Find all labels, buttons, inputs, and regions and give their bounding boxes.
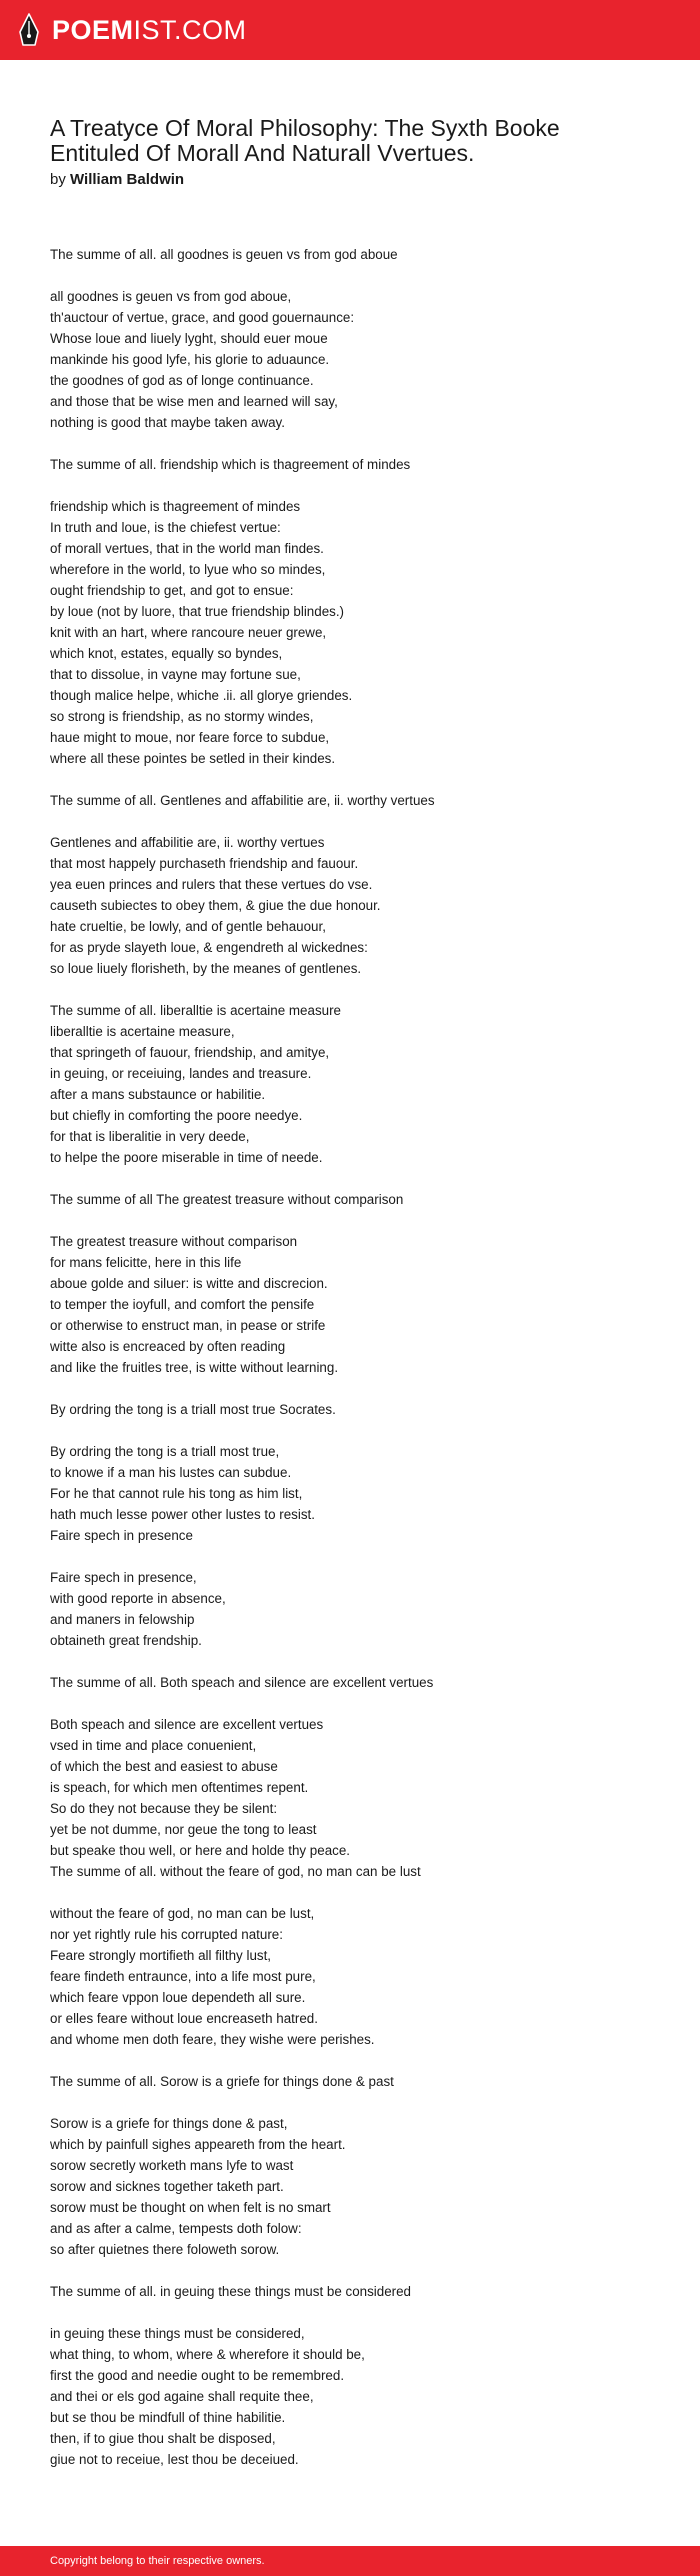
poem-line: that springeth of fauour, friendship, and amitye,: [50, 1045, 330, 1060]
poem-line: feare findeth entraunce, into a life most pure,: [50, 1969, 316, 1984]
stanza-gap: [50, 2092, 650, 2113]
poem-line: and thei or els god againe shall requite thee,: [50, 2389, 314, 2404]
poem-line: aboue golde and siluer: is witte and discrecion.: [50, 1276, 328, 1291]
stanza-gap: [50, 1693, 650, 1714]
poem-line: friendship which is thagreement of mindes: [50, 499, 301, 514]
poem-line: ought friendship to get, and got to ensue:: [50, 583, 294, 598]
poem-line: for mans felicitte, here in this life: [50, 1255, 242, 1270]
poem-line: sorow must be thought on when felt is no smart: [50, 2200, 331, 2215]
poem-line: giue not to receiue, lest thou be deceiued.: [50, 2452, 299, 2467]
poem-line: wherefore in the world, to lyue who so mindes,: [50, 562, 326, 577]
poem-line: where all these pointes be setled in their kindes.: [50, 751, 336, 766]
poem-line: The summe of all. liberalltie is acertaine measure: [50, 1003, 341, 1018]
site-footer: [0, 2546, 700, 2576]
author-name[interactable]: William Baldwin: [70, 171, 185, 188]
poem-line: the goodnes of god as of longe continuance.: [50, 373, 314, 388]
poem-line: haue might to moue, nor feare force to subdue,: [50, 730, 330, 745]
poem-line: Faire spech in presence: [50, 1528, 193, 1543]
poem-line: and whome men doth feare, they wishe were perishes.: [50, 2032, 375, 2047]
poem-line: yea euen princes and rulers that these vertues do vse.: [50, 877, 373, 892]
poem-line: nothing is good that maybe taken away.: [50, 415, 285, 430]
poem-line: by loue (not by luore, that true friendship blindes.): [50, 604, 345, 619]
poem-line: what thing, to whom, where & wherefore it should be,: [50, 2347, 365, 2362]
copyright-notice: Copyright belong to their respective owners.: [50, 2555, 265, 2567]
poem-line: knit with an hart, where rancoure neuer grewe,: [50, 625, 327, 640]
poem-line: sorow and sicknes together taketh part.: [50, 2179, 284, 2194]
poem-line: Sorow is a griefe for things done & past,: [50, 2116, 288, 2131]
poem-line: The greatest treasure without comparison: [50, 1234, 298, 1249]
poem-line: In truth and loue, is the chiefest vertue:: [50, 520, 281, 535]
stanza-gap: [50, 1168, 650, 1189]
logo-text: [52, 13, 247, 47]
poem-line: that most happely purchaseth friendship and fauour.: [50, 856, 359, 871]
poem-line: then, if to giue thou shalt be disposed,: [50, 2431, 276, 2446]
poem-line: The summe of all. friendship which is thagreement of mindes: [50, 457, 411, 472]
poem-line: vsed in time and place conuenient,: [50, 1738, 257, 1753]
poem-line: but se thou be mindfull of thine habilitie.: [50, 2410, 286, 2425]
poem-line: or elles feare without loue encreaseth hatred.: [50, 2011, 318, 2026]
poem-line: th'auctour of vertue, grace, and good gouernaunce:: [50, 310, 355, 325]
poem-line: which by painfull sighes appeareth from the heart.: [50, 2137, 346, 2152]
poem-line: to knowe if a man his lustes can subdue.: [50, 1465, 292, 1480]
poem-line: which feare vppon loue dependeth all sure.: [50, 1990, 306, 2005]
logo-text-light: IST.COM: [133, 15, 247, 45]
poem-line: of morall vertues, that in the world man findes.: [50, 541, 324, 556]
poem-line: in geuing, or receiuing, landes and treasure.: [50, 1066, 312, 1081]
poem-line: mankinde his good lyfe, his glorie to aduaunce.: [50, 352, 330, 367]
poem-line: that to dissolue, in vayne may fortune sue,: [50, 667, 301, 682]
stanza-gap: [50, 769, 650, 790]
poem-line: for that is liberalitie in very deede,: [50, 1129, 250, 1144]
poem-line: The summe of all. Both speach and silence are excellent vertues: [50, 1675, 434, 1690]
site-header: [0, 0, 700, 60]
poem-line: For he that cannot rule his tong as him list,: [50, 1486, 303, 1501]
poem-line: for as pryde slayeth loue, & engendreth al wickednes:: [50, 940, 368, 955]
poem-line: of which the best and easiest to abuse: [50, 1759, 278, 1774]
poem-line: By ordring the tong is a triall most true Socrates.: [50, 1402, 336, 1417]
poem-line: after a mans substaunce or habilitie.: [50, 1087, 266, 1102]
poem-line: The summe of all. all goodnes is geuen vs from god aboue: [50, 247, 398, 262]
poem-line: The summe of all The greatest treasure without comparison: [50, 1192, 404, 1207]
poem-line: hate crueltie, be lowly, and of gentle behauour,: [50, 919, 326, 934]
poem-line: Feare strongly mortifieth all filthy lust,: [50, 1948, 272, 1963]
byline: [50, 170, 650, 190]
poem-line: is speach, for which men oftentimes repent.: [50, 1780, 309, 1795]
poem-line: The summe of all. Sorow is a griefe for things done & past: [50, 2074, 394, 2089]
poem-line: nor yet rightly rule his corrupted nature:: [50, 1927, 283, 1942]
poem-line: Whose loue and liuely lyght, should euer moue: [50, 331, 328, 346]
poem-line: causeth subiectes to obey them, & giue the due honour.: [50, 898, 381, 913]
poem-line: obtaineth great frendship.: [50, 1633, 202, 1648]
poem-line: without the feare of god, no man can be lust,: [50, 1906, 315, 1921]
poem-line: first the good and needie ought to be remembred.: [50, 2368, 345, 2383]
poem-line: and maners in felowship: [50, 1612, 195, 1627]
stanza-gap: [50, 2302, 650, 2323]
stanza-gap: [50, 811, 650, 832]
poem-line: or otherwise to enstruct man, in pease or strife: [50, 1318, 326, 1333]
poem-line: to temper the ioyfull, and comfort the pensife: [50, 1297, 315, 1312]
stanza-gap: [50, 475, 650, 496]
poem-line: Faire spech in presence,: [50, 1570, 197, 1585]
poem-line: sorow secretly worketh mans lyfe to wast: [50, 2158, 294, 2173]
site-logo[interactable]: [18, 13, 247, 47]
stanza-gap: [50, 1378, 650, 1399]
poem-line: and as after a calme, tempests doth folow:: [50, 2221, 302, 2236]
poem-line: and those that be wise men and learned will say,: [50, 394, 338, 409]
poem-line: The summe of all. without the feare of god, no man can be lust: [50, 1864, 421, 1879]
poem-line: and like the fruitles tree, is witte without learning.: [50, 1360, 339, 1375]
poem-line: hath much lesse power other lustes to resist.: [50, 1507, 315, 1522]
poem-line: though malice helpe, whiche .ii. all glorye griendes.: [50, 688, 353, 703]
poem-line: The summe of all. Gentlenes and affabilitie are, ii. worthy vertues: [50, 793, 435, 808]
stanza-gap: [50, 433, 650, 454]
poem-line: The summe of all. in geuing these things must be considered: [50, 2284, 412, 2299]
poem-line: all goodnes is geuen vs from god aboue,: [50, 289, 292, 304]
poem-line: in geuing these things must be considered,: [50, 2326, 305, 2341]
stanza-gap: [50, 1546, 650, 1567]
poem-line: to helpe the poore miserable in time of neede.: [50, 1150, 323, 1165]
logo-text-bold: POEM: [52, 15, 134, 45]
poem-title: A Treatyce Of Moral Philosophy: The Syxth Booke Entituled Of Morall And Naturall Vvertues.: [50, 115, 560, 166]
poem-line: liberalltie is acertaine measure,: [50, 1024, 235, 1039]
poem-body: [50, 244, 650, 2470]
poem-line: Both speach and silence are excellent vertues: [50, 1717, 324, 1732]
poem-line: yet be not dumme, nor geue the tong to least: [50, 1822, 317, 1837]
stanza-gap: [50, 1210, 650, 1231]
poem-header: [50, 116, 650, 190]
poem-line: but speake thou well, or here and holde thy peace.: [50, 1843, 351, 1858]
stanza-gap: [50, 1882, 650, 1903]
poem-line: with good reporte in absence,: [50, 1591, 226, 1606]
poem-line: so after quietnes there foloweth sorow.: [50, 2242, 280, 2257]
stanza-gap: [50, 2050, 650, 2071]
byline-prefix: by: [50, 171, 66, 188]
poem-line: so strong is friendship, as no stormy windes,: [50, 709, 314, 724]
poem-line: witte also is encreaced by often reading: [50, 1339, 286, 1354]
stanza-gap: [50, 2260, 650, 2281]
stanza-gap: [50, 1651, 650, 1672]
stanza-gap: [50, 265, 650, 286]
pen-nib-icon: [18, 13, 40, 47]
poem-line: which knot, estates, equally so byndes,: [50, 646, 283, 661]
poem-line: Gentlenes and affabilitie are, ii. worthy vertues: [50, 835, 325, 850]
poem-line: but chiefly in comforting the poore needye.: [50, 1108, 303, 1123]
poem-line: So do they not because they be silent:: [50, 1801, 278, 1816]
poem-line: By ordring the tong is a triall most true,: [50, 1444, 280, 1459]
stanza-gap: [50, 979, 650, 1000]
stanza-gap: [50, 1420, 650, 1441]
poem-line: so loue liuely florisheth, by the meanes of gentlenes.: [50, 961, 362, 976]
